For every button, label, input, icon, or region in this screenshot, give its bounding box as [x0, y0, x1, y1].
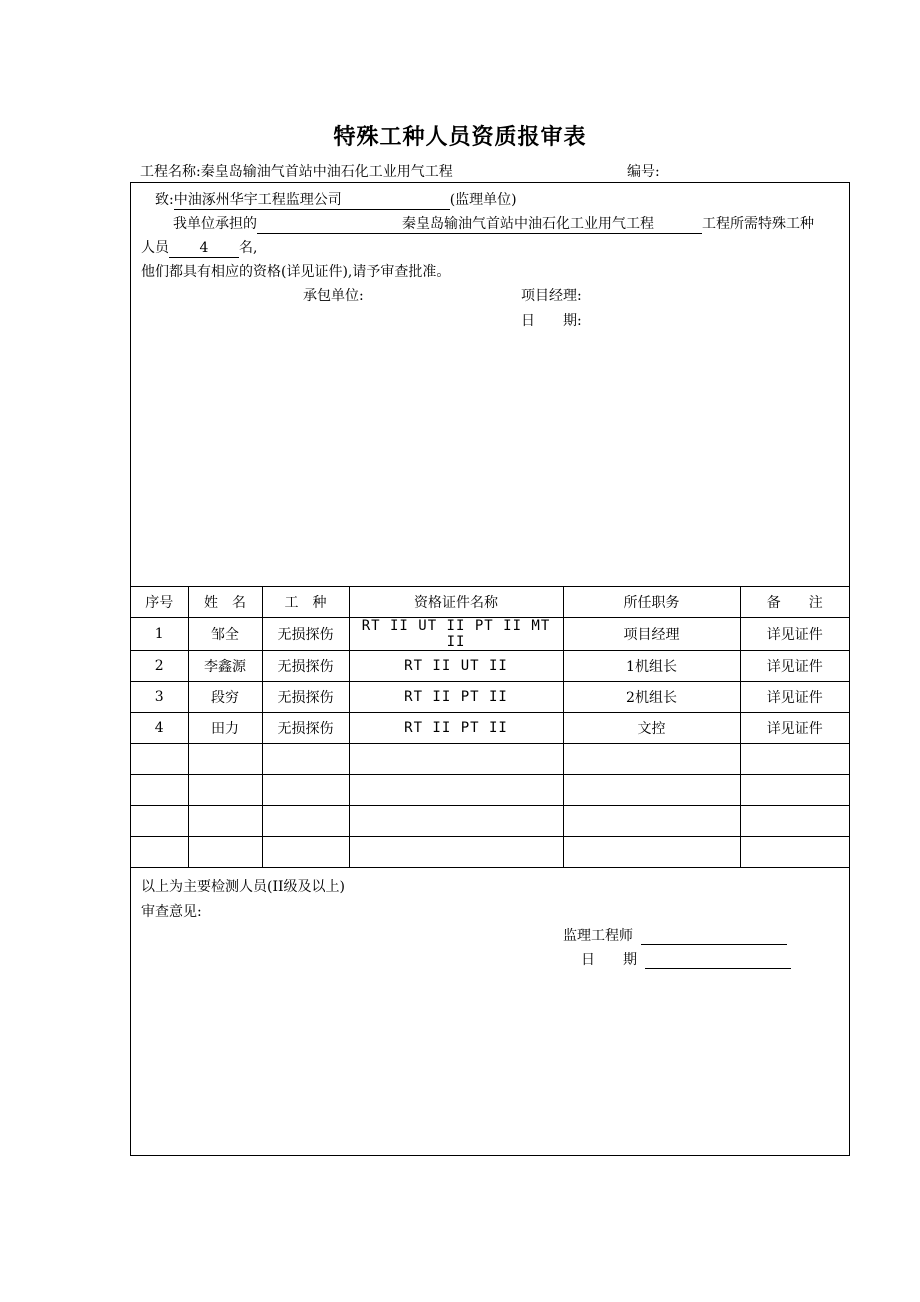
table-row: [131, 618, 849, 651]
project-name: 秦皇岛输油气首站中油石化工业用气工程: [200, 164, 453, 180]
engineer-label: 监理工程师: [563, 928, 633, 944]
count-line: [141, 237, 257, 258]
supervisor-company: 中油涿州华宇工程监理公司: [174, 192, 450, 210]
form-frame: [130, 182, 850, 1156]
table-cell: 无损探伤: [262, 618, 349, 651]
engineer-signature-line: [641, 930, 787, 945]
table-cell: RT II PT II: [349, 682, 563, 713]
table-cell: [349, 837, 563, 868]
table-cell: 田力: [188, 713, 262, 744]
table-cell: [349, 806, 563, 837]
table-cell: 李鑫源: [188, 651, 262, 682]
table-cell: [131, 744, 188, 775]
table-cell: 详见证件: [740, 682, 849, 713]
table-cell: 文控: [563, 713, 740, 744]
table-cell: [262, 744, 349, 775]
table-cell: 无损探伤: [262, 713, 349, 744]
table-cell: 2: [131, 651, 188, 682]
table-cell: [563, 806, 740, 837]
table-cell: 4: [131, 713, 188, 744]
request-line: 他们都具有相应的资格(详见证件),请予审查批准。: [141, 264, 451, 280]
table-cell: 3: [131, 682, 188, 713]
table-header-row: [131, 587, 849, 618]
table-cell: 无损探伤: [262, 651, 349, 682]
table-cell: [349, 775, 563, 806]
column-header: 工 种: [262, 587, 349, 618]
table-cell: [131, 837, 188, 868]
table-cell: 1机组长: [563, 651, 740, 682]
table-row: [131, 775, 849, 806]
table-cell: RT II PT II: [349, 713, 563, 744]
manager-label: 项目经理:: [521, 288, 582, 304]
table-cell: 详见证件: [740, 713, 849, 744]
apply-date-label: 日 期:: [521, 313, 582, 329]
undertake-line: [173, 213, 814, 234]
review-note: 以上为主要检测人员(II级及以上): [141, 879, 345, 895]
form-title: 特殊工种人员资质报审表: [333, 124, 587, 150]
table-cell: 详见证件: [740, 651, 849, 682]
table-cell: [131, 775, 188, 806]
table-cell: 2机组长: [563, 682, 740, 713]
engineer-line: [563, 925, 787, 945]
table-cell: [131, 806, 188, 837]
undertake-prefix: 我单位承担的: [173, 216, 257, 232]
table-row: [131, 806, 849, 837]
column-header: 姓 名: [188, 587, 262, 618]
table-cell: 段穷: [188, 682, 262, 713]
contractor-label: 承包单位:: [303, 288, 364, 304]
table-cell: [349, 744, 563, 775]
column-header: 序号: [131, 587, 188, 618]
to-label: 致:: [155, 192, 174, 208]
table-row: [131, 651, 849, 682]
table-cell: [563, 744, 740, 775]
count-suffix: 名,: [239, 240, 258, 256]
table-cell: [262, 837, 349, 868]
table-cell: RT II UT II: [349, 651, 563, 682]
undertake-project: [257, 216, 702, 234]
table-cell: 项目经理: [563, 618, 740, 651]
table-row: [131, 837, 849, 868]
table-cell: [188, 744, 262, 775]
table-cell: 详见证件: [740, 618, 849, 651]
project-line: [140, 161, 453, 181]
table-cell: [740, 775, 849, 806]
table-cell: 无损探伤: [262, 682, 349, 713]
table-cell: [740, 744, 849, 775]
table-cell: RT II UT II PT II MT II: [349, 618, 563, 651]
table-cell: [740, 806, 849, 837]
table-cell: [262, 806, 349, 837]
undertake-project-text: 秦皇岛输油气首站中油石化工业用气工程: [402, 216, 654, 232]
personnel-table: [131, 586, 849, 868]
table-cell: 邹全: [188, 618, 262, 651]
table-cell: [563, 837, 740, 868]
supervisor-suffix: (监理单位): [449, 192, 517, 208]
number-label: 编号:: [627, 164, 660, 180]
undertake-suffix: 工程所需特殊工种: [702, 216, 814, 232]
table-row: [131, 682, 849, 713]
review-date-label: 日 期: [581, 952, 637, 968]
column-header: 备 注: [740, 587, 849, 618]
table-cell: [262, 775, 349, 806]
personnel-table-body: [131, 587, 849, 868]
table-cell: [188, 806, 262, 837]
column-header: 所任职务: [563, 587, 740, 618]
column-header: 资格证件名称: [349, 587, 563, 618]
opinion-label: 审查意见:: [141, 904, 202, 920]
personnel-count: 4: [169, 240, 239, 258]
table-cell: 1: [131, 618, 188, 651]
to-line: [155, 189, 517, 210]
project-label: 工程名称:: [140, 164, 201, 180]
table-row: [131, 744, 849, 775]
review-date-line-blank: [645, 954, 791, 969]
table-row: [131, 713, 849, 744]
count-prefix: 人员: [141, 240, 169, 256]
table-cell: [188, 775, 262, 806]
table-cell: [740, 837, 849, 868]
table-cell: [188, 837, 262, 868]
table-cell: [563, 775, 740, 806]
review-date-line: [581, 949, 791, 969]
